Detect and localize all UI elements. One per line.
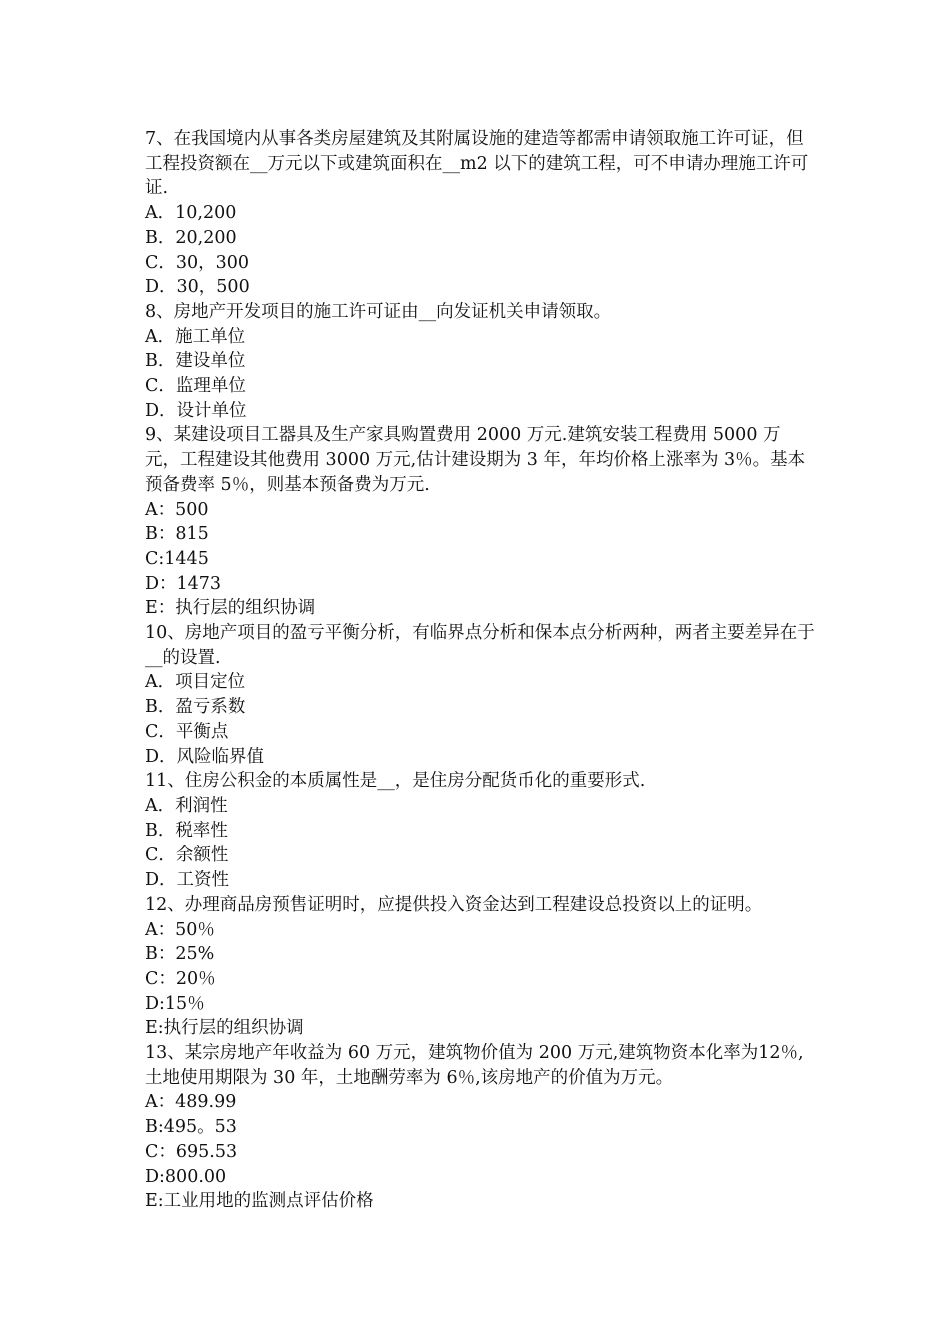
answer-option: D:800.00 [145,1166,227,1187]
answer-option: D．30，500 [145,277,250,298]
question-text: 12、办理商品房预售证明时，应提供投入资金达到工程建设总投资以上的证明。 [145,894,763,915]
question-text: 7、在我国境内从事各类房屋建筑及其附属设施的建造等都需申请领取施工许可证，但工程投资额在__万元以下或建筑面积在__m2 以下的建筑工程，可不申请办理施工许可证. [145,129,809,199]
answer-option: E:执行层的组织协调 [145,1018,304,1039]
answer-option: A：489.99 [145,1092,237,1113]
answer-option: B：25% [145,944,215,965]
answer-option: B:495。53 [145,1117,237,1138]
answer-option: B．20,200 [145,227,237,248]
answer-option: D:15％ [145,993,205,1014]
answer-option: C．余额性 [145,845,229,866]
answer-option: B．建设单位 [145,351,246,372]
question-text: 8、房地产开发项目的施工许可证由__向发证机关申请领取。 [145,301,612,322]
answer-option: E：执行层的组织协调 [145,598,316,619]
answer-option: D：1473 [145,573,222,594]
answer-option: A．10,200 [145,203,237,224]
question-text: 9、某建设项目工器具及生产家具购置费用 2000 万元.建筑安装工程费用 5000 万元，工程建设其他费用 3000 万元,估计建设期为 3 年，年均价格上涨率为 3％。基本预备费率 5％，则基本预备费为万元. [145,425,806,495]
answer-option: A．施工单位 [145,326,246,347]
question-block [145,1041,815,1214]
question-block [145,300,815,424]
answer-option: E:工业用地的监测点评估价格 [145,1191,374,1212]
answer-option: C．平衡点 [145,721,229,742]
question-block [145,893,815,1041]
question-text: 10、房地产项目的盈亏平衡分析，有临界点分析和保本点分析两种，两者主要差异在于__的设置. [145,623,815,668]
question-block [145,769,815,893]
answer-option: C：695.53 [145,1141,238,1162]
answer-option: B．盈亏系数 [145,697,246,718]
question-text: 13、某宗房地产年收益为 60 万元，建筑物价值为 200 万元,建筑物资本化率为12％,土地使用期限为 30 年，土地酬劳率为 6％,该房地产的价值为万元。 [145,1043,804,1088]
answer-option: C．监理单位 [145,376,246,397]
answer-option: A．项目定位 [145,672,246,693]
answer-option: D．风险临界值 [145,746,265,767]
answer-option: C:1445 [145,548,209,569]
answer-option: A：500 [145,499,209,520]
answer-option: A．利润性 [145,795,228,816]
question-text: 11、住房公积金的本质属性是__，是住房分配货币化的重要形式. [145,771,646,792]
answer-option: A：50％ [145,919,215,940]
question-block [145,423,815,621]
answer-option: D．工资性 [145,870,230,891]
document-body [145,127,815,1214]
answer-option: C．30，300 [145,252,250,273]
question-block [145,621,815,769]
answer-option: D．设计单位 [145,400,247,421]
answer-option: C：20％ [145,968,216,989]
answer-option: B：815 [145,524,209,545]
question-block [145,127,815,300]
answer-option: B．税率性 [145,820,228,841]
